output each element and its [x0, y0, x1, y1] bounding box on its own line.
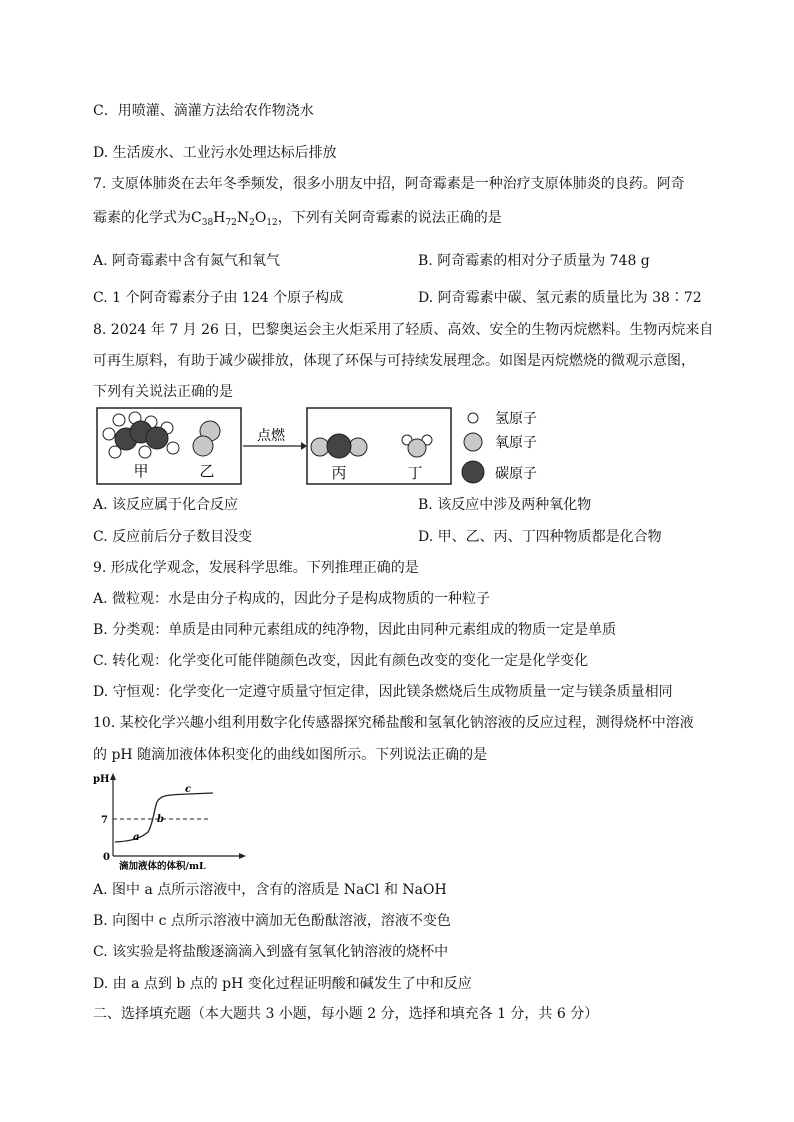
q8-option-b: B. 该反应中涉及两种氧化物 [418, 497, 592, 513]
label-ding: 丁 [407, 464, 423, 482]
label-yi: 乙 [199, 462, 215, 480]
q7-stem-suffix: ，下列有关阿奇霉素的说法正确的是 [277, 210, 502, 226]
q6-option-c: C．用喷灌、滴灌方法给农作物浇水 [93, 103, 314, 119]
q9-option-d: D. 守恒观：化学变化一定遵守质量守恒定律，因此镁条燃烧后生成物质量一定与镁条质量相同 [93, 684, 673, 700]
q10-stem-line2: 的 pH 随滴加液体体积变化的曲线如图所示。下列说法正确的是 [93, 747, 488, 763]
legend-carbon-icon [462, 461, 484, 483]
q10-stem-line1: 10. 某校化学兴趣小组利用数字化传感器探究稀盐酸和氢氧化钠溶液的反应过程，测得烧杯中溶液 [93, 715, 694, 731]
q9-option-b: B. 分类观：单质是由同种元素组成的纯净物，因此由同种元素组成的物质一定是单质 [93, 622, 617, 638]
legend-hydrogen-icon [468, 413, 478, 423]
q8-stem-line2: 可再生原料，有助于减少碳排放，体现了环保与可持续发展理念。如图是丙烷燃烧的微观示意图， [93, 353, 695, 369]
q7-stem-prefix: 霉素的化学式为 [93, 210, 191, 226]
label-bing: 丙 [331, 464, 347, 482]
q7-formula: $C_{38}H_{72}N_2O_{12}$ [191, 210, 278, 228]
propane-molecule [103, 412, 179, 458]
arrow-label-ignite: 点燃 [257, 428, 285, 444]
point-b: b [157, 814, 164, 825]
origin-label: 0 [103, 852, 110, 863]
y-tick-7: 7 [101, 815, 108, 826]
q10-option-a: A. 图中 a 点所示溶液中，含有的溶质是 NaCl 和 NaOH [93, 882, 447, 898]
q7-option-a: A. 阿奇霉素中含有氮气和氧气 [93, 253, 281, 269]
ph-curve-graph [93, 772, 253, 872]
x-axis-label: 滴加液体的体积/mL [119, 861, 206, 872]
legend-oxygen: 氧原子 [495, 435, 537, 451]
q8-stem-line1: 8. 2024 年 7 月 26 日，巴黎奥运会主火炬采用了轻质、高效、安全的生物丙烷燃料。生物丙烷来自 [93, 322, 714, 338]
legend-oxygen-icon [464, 433, 482, 451]
legend-carbon: 碳原子 [495, 466, 537, 482]
water-molecule [402, 435, 432, 457]
q10-option-c: C. 该实验是将盐酸逐滴滴入到盛有氢氧化钠溶液的烧杯中 [93, 944, 449, 960]
q7-option-b: B. 阿奇霉素的相对分子质量为 748 g [418, 253, 650, 269]
legend-hydrogen: 氢原子 [495, 411, 537, 427]
section2-heading: 二、选择填充题（本大题共 3 小题，每小题 2 分，选择和填充各 1 分，共 6 分） [93, 1006, 599, 1022]
q7-option-c: C. 1 个阿奇霉素分子由 124 个原子构成 [93, 290, 344, 306]
y-axis-label: pH [93, 774, 110, 785]
ph-curve [115, 793, 213, 842]
q8-option-c: C. 反应前后分子数目没变 [93, 529, 253, 545]
reaction-diagram [93, 404, 563, 490]
q8-option-d: D. 甲、乙、丙、丁四种物质都是化合物 [418, 529, 662, 545]
oxygen-molecule [193, 421, 220, 456]
q10-option-d: D. 由 a 点到 b 点的 pH 变化过程证明酸和碱发生了中和反应 [93, 976, 472, 992]
co2-molecule [311, 434, 367, 458]
label-jia: 甲 [133, 462, 149, 480]
q6-option-d: D. 生活废水、工业污水处理达标后排放 [93, 145, 337, 161]
point-a: a [133, 832, 140, 843]
q7-option-d: D. 阿奇霉素中碳、氢元素的质量比为 38∶72 [418, 290, 702, 306]
q7-stem-line1: 7. 支原体肺炎在去年冬季频发，很多小朋友中招，阿奇霉素是一种治疗支原体肺炎的良药。阿奇 [93, 176, 685, 192]
q9-option-c: C. 转化观：化学变化可能伴随颜色改变，因此有颜色改变的变化一定是化学变化 [93, 653, 589, 669]
q9-stem: 9. 形成化学观念，发展科学思维。下列推理正确的是 [93, 560, 419, 576]
point-c: c [185, 784, 192, 795]
q9-option-a: A. 微粒观：水是由分子构成的，因此分子是构成物质的一种粒子 [93, 591, 491, 607]
q8-option-a: A. 该反应属于化合反应 [93, 497, 239, 513]
q10-option-b: B. 向图中 c 点所示溶液中滴加无色酚酞溶液，溶液不变色 [93, 913, 451, 929]
q8-stem-line3: 下列有关说法正确的是 [93, 384, 233, 400]
q7-stem-line2 [93, 208, 502, 233]
